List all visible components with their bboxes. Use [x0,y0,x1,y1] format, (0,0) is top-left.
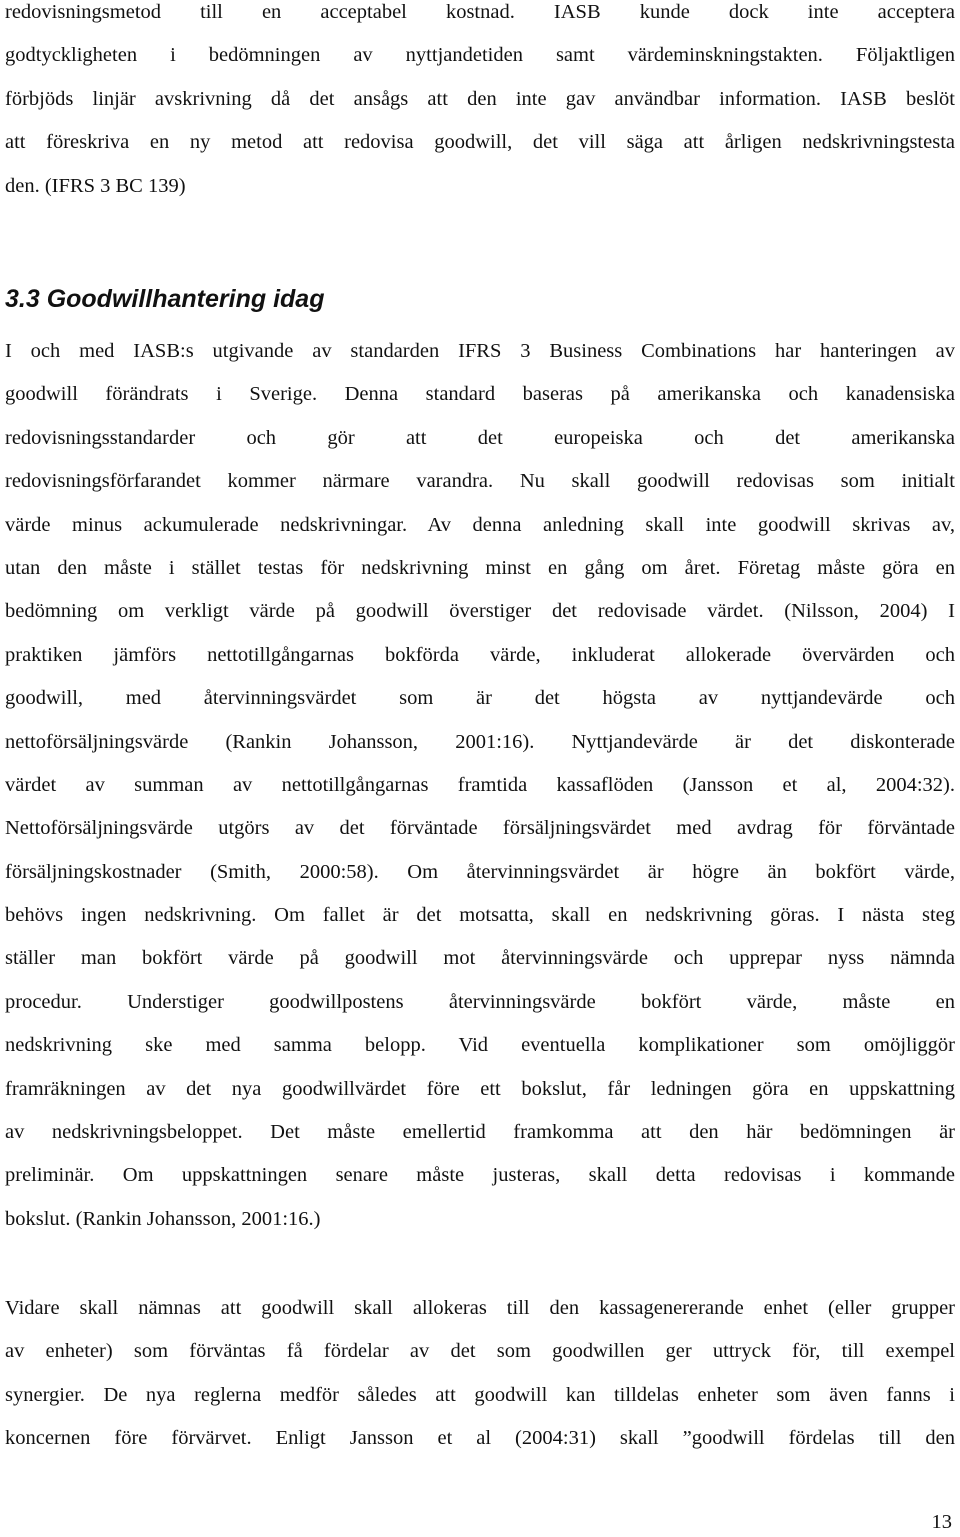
text-line: praktiken jämförs nettotillgångarnas bokförda värde, inkluderat allokerade övervärden och [5,643,955,666]
text-line: godtyckligheten i bedömningen av nyttjandetiden samt värdeminskningstakten. Följaktligen [5,44,955,67]
text-line: behövs ingen nedskrivning. Om fallet är det motsatta, skall en nedskrivning göras. I nästa steg [5,904,955,927]
text-line: försäljningskostnader (Smith, 2000:58). Om återvinningsvärdet är högre än bokfört värde, [5,860,955,883]
text-line: av enheter) som förväntas få fördelar av det som goodwillen ger uttryck för, till exempel [5,1340,955,1363]
text-line: I och med IASB:s utgivande av standarden IFRS 3 Business Combinations har hanteringen av [5,340,955,362]
text-line: nettoförsäljningsvärde (Rankin Johansson, 2001:16). Nyttjandevärde är det diskonterade [5,730,955,753]
text-line: redovisningsstandarder och gör att det europeiska och det amerikanska [5,426,955,449]
text-line: den. (IFRS 3 BC 139) [5,174,186,197]
text-line: värde minus ackumulerade nedskrivningar. Av denna anledning skall inte goodwill skrivas av, [5,513,955,536]
text-line: bedömning om verkligt värde på goodwill överstiger det redovisade värdet. (Nilsson, 2004) I [5,600,955,623]
text-line: koncernen före förvärvet. Enligt Jansson et al (2004:31) skall ”goodwill fördelas till den [5,1427,955,1450]
text-line: Vidare skall nämnas att goodwill skall allokeras till den kassagenererande enhet (eller grupper [5,1297,955,1319]
text-line: preliminär. Om uppskattningen senare måste justeras, skall detta redovisas i kommande [5,1164,955,1187]
text-line: ställer man bokfört värde på goodwill mot återvinningsvärde och upprepar nyss nämnda [5,947,955,970]
page-number: 13 [931,1511,952,1533]
paragraph-goodwill-today [5,330,955,1241]
text-line: procedur. Understiger goodwillpostens återvinningsvärde bokfört värde, måste en [5,990,955,1013]
text-line: värdet av summan av nettotillgångarnas framtida kassaflöden (Jansson et al, 2004:32). [5,773,955,796]
text-line: framräkningen av det nya goodwillvärdet före ett bokslut, får ledningen göra en uppskattning [5,1077,955,1100]
section-heading: 3.3 Goodwillhantering idag [5,285,325,313]
text-line: goodwill förändrats i Sverige. Denna standard baseras på amerikanska och kanadensiska [5,383,955,406]
text-line: redovisningsmetod till en acceptabel kostnad. IASB kunde dock inte acceptera [5,1,955,23]
document-page [5,0,955,1537]
text-line: bokslut. (Rankin Johansson, 2001:16.) [5,1207,321,1230]
text-line: synergier. De nya reglerna medför således att goodwill kan tilldelas enheter som även fanns i [5,1383,955,1406]
text-line: goodwill, med återvinningsvärdet som är det högsta av nyttjandevärde och [5,687,955,710]
text-line: Nettoförsäljningsvärde utgörs av det förväntade försäljningsvärdet med avdrag för förväntade [5,817,955,840]
text-line: utan den måste i stället testas för nedskrivning minst en gång om året. Företag måste göra en [5,556,955,579]
text-line: redovisningsförfarandet kommer närmare varandra. Nu skall goodwill redovisas som initialt [5,470,955,493]
text-line: att föreskriva en ny metod att redovisa goodwill, det vill säga att årligen nedskrivningstesta [5,131,955,154]
paragraph-ifrs-background [5,0,955,208]
text-line: förbjöds linjär avskrivning då det ansågs att den inte gav användbar information. IASB beslöt [5,87,955,110]
paragraph-goodwill-allocation [5,1287,955,1461]
text-line: av nedskrivningsbeloppet. Det måste emellertid framkomma att den här bedömningen är [5,1121,955,1144]
text-line: nedskrivning ske med samma belopp. Vid eventuella komplikationer som omöjliggör [5,1034,955,1057]
